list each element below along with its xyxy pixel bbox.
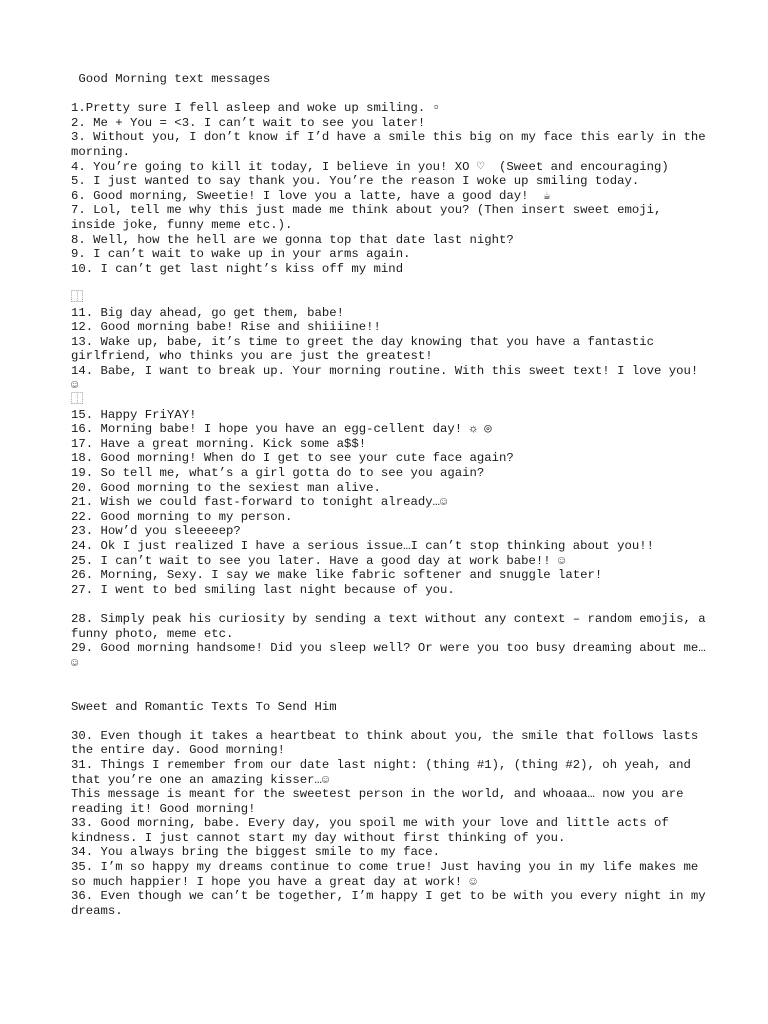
section-subtitle: Sweet and Romantic Texts To Send Him (71, 699, 337, 714)
message-line: 21. Wish we could fast-forward to tonight already…☺ (71, 495, 448, 510)
message-line: 2. Me + You = <3. I can’t wait to see you later! (71, 115, 426, 130)
message-line: 3. Without you, I don’t know if I’d have a smile this big on my face this early in the morning. (71, 130, 714, 159)
message-line: 4. You’re going to kill it today, I believe in you! XO ♡ (Sweet and encouraging) (71, 159, 669, 174)
message-line: 16. Morning babe! I hope you have an egg-cellent day! ☼ ◎ (71, 422, 492, 437)
message-line: 27. I went to bed smiling last night because of you. (71, 582, 455, 597)
spacer (71, 670, 711, 699)
message-line: 29. Good morning handsome! Did you sleep well? Or were you too busy dreaming about me… ☺ (71, 641, 714, 670)
message-line: 28. Simply peak his curiosity by sending a text without any context – random emojis, a funny photo, meme etc. (71, 611, 714, 641)
document-title: Good Morning text messages (71, 72, 271, 86)
spacer (71, 276, 711, 291)
section-3 (71, 611, 714, 670)
message-line: 9. I can’t wait to wake up in your arms again. (71, 247, 411, 262)
message-line: 7. Lol, tell me why this just made me think about you? (Then insert sweet emoji, inside joke, funny meme etc.). (71, 203, 669, 232)
message-line: 30. Even though it takes a heartbeat to think about you, the smile that follows lasts the entire day. Good morning! (71, 728, 706, 758)
message-line: 8. Well, how the hell are we gonna top that date last night? (71, 232, 514, 247)
message-line: 35. I’m so happy my dreams continue to come true! Just having you in my life makes me so much happier! I hope you have a great day at work! ☺ (71, 860, 706, 889)
message-line: 11. Big day ahead, go get them, babe! (71, 305, 345, 320)
document-page (71, 72, 714, 918)
message-line: 33. Good morning, babe. Every day, you spoil me with your love and little acts of kindness. I just cannot start my day without first thinking of you. (71, 816, 677, 845)
section-2a (71, 306, 711, 394)
spacer (71, 87, 711, 102)
message-line: 5. I just wanted to say thank you. You’re the reason I woke up smiling today. (71, 174, 640, 189)
message-line: 25. I can’t wait to see you later. Have a good day at work babe!! ☺ (71, 553, 566, 568)
message-line: 15. Happy FriYAY! (71, 407, 197, 422)
message-line: 17. Have a great morning. Kick some a$$! (71, 436, 367, 451)
section-2b (71, 408, 711, 598)
message-line: 1.Pretty sure I fell asleep and woke up smiling. ▫ (71, 101, 440, 116)
message-line: 19. So tell me, what’s a girl gotta do to see you again? (71, 466, 485, 481)
message-line: 24. Ok I just realized I have a serious issue…I can’t stop thinking about you!! (71, 539, 654, 553)
message-line: 10. I can’t get last night’s kiss off my mind (71, 261, 404, 276)
message-line: 13. Wake up, babe, it’s time to greet the day knowing that you have a fantastic girlfriend, who thinks you are just the greatest! (71, 334, 662, 364)
separator-glyph: ⿰ (71, 393, 84, 408)
message-line: 6. Good morning, Sweetie! I love you a latte, have a good day! ☕ (71, 188, 551, 203)
message-line: 22. Good morning to my person. (71, 509, 293, 524)
message-line: 31. Things I remember from our date last night: (thing #1), (thing #2), oh yeah, and that you’re one an amazing kisser…☺ (71, 757, 699, 787)
message-line: This message is meant for the sweetest person in the world, and whoaaa… now you are reading it! Good morning! (71, 787, 691, 816)
spacer (71, 597, 711, 612)
message-line: 14. Babe, I want to break up. Your morning routine. With this sweet text! I love you! ☺ (71, 363, 706, 393)
separator-glyph: ⿰ (71, 290, 84, 305)
message-line: 36. Even though we can’t be together, I’m happy I get to be with you every night in my dreams. (71, 889, 714, 918)
section-4 (71, 728, 714, 919)
message-line: 26. Morning, Sexy. I say we make like fabric softener and snuggle later! (71, 568, 603, 583)
message-line: 18. Good morning! When do I get to see your cute face again? (71, 451, 514, 466)
message-line: 34. You always bring the biggest smile to my face. (71, 845, 440, 860)
message-line: 23. How’d you sleeeeep? (71, 524, 241, 539)
spacer (71, 714, 711, 729)
message-line: 12. Good morning babe! Rise and shiiiine!! (71, 320, 381, 335)
message-line: 20. Good morning to the sexiest man alive. (71, 480, 381, 495)
section-1 (71, 101, 714, 276)
